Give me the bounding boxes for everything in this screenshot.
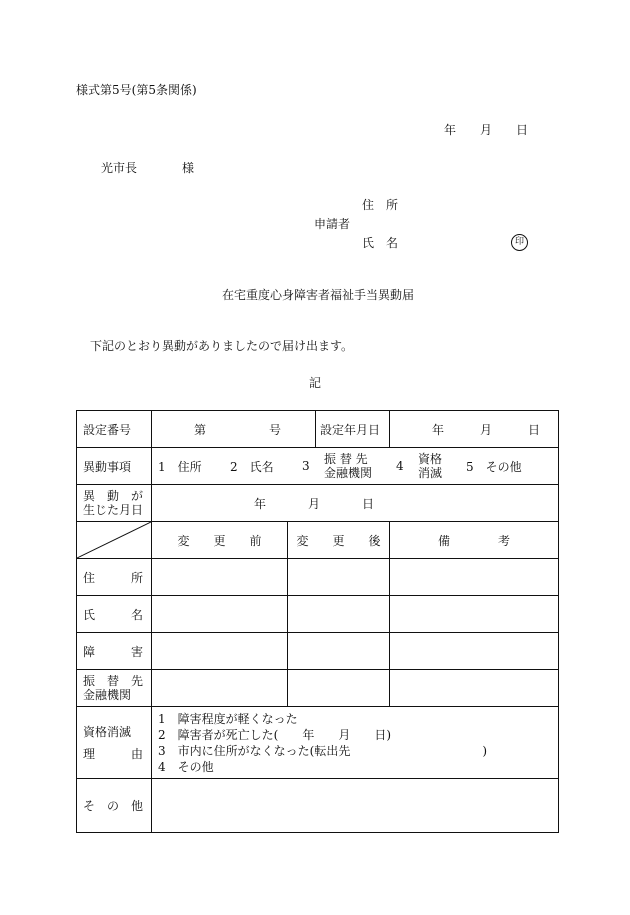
label-change-items: 異動事項 (77, 448, 152, 485)
option-bank-number: 3 (302, 459, 310, 473)
diagonal-header-cell (77, 522, 152, 559)
row-setting-number (77, 411, 559, 448)
ki-label: 記 (309, 376, 322, 390)
bank-after-input[interactable] (288, 670, 390, 707)
header-before-change: 変 更 前 (152, 522, 288, 559)
date-month: 月 (480, 123, 493, 137)
name-label: 氏 名 (362, 236, 399, 250)
date-year: 年 (444, 123, 457, 137)
form-number: 様式第5号(第5条関係) (76, 83, 197, 97)
row-change-date (77, 485, 559, 522)
label-other: そ の 他 (77, 779, 152, 833)
applicant-label: 申請者 (314, 217, 351, 231)
option-other[interactable]: 5 その他 (466, 459, 522, 474)
row-column-headers (77, 522, 559, 559)
name-remarks-input[interactable] (390, 596, 559, 633)
label-change-date: 異 動 が 生じた月日 (77, 485, 152, 522)
label-disability: 障 害 (77, 633, 152, 670)
disability-after-input[interactable] (288, 633, 390, 670)
date-day: 日 (516, 123, 529, 137)
row-name (77, 596, 559, 633)
change-notification-table (76, 410, 559, 833)
header-remarks: 備 考 (390, 522, 559, 559)
address-before-input[interactable] (152, 559, 288, 596)
row-bank (77, 670, 559, 707)
address-label: 住 所 (362, 198, 399, 212)
reason-2[interactable]: 2 障害者が死亡した( 年 月 日) (158, 727, 391, 742)
row-other (77, 779, 559, 833)
address-after-input[interactable] (288, 559, 390, 596)
label-name: 氏 名 (77, 596, 152, 633)
row-address (77, 559, 559, 596)
honorific: 様 (182, 161, 195, 175)
seal-mark: 印 (511, 234, 528, 251)
reason-3[interactable]: 3 市内に住所がなくなった(転出先 ) (158, 743, 488, 758)
addressee: 光市長 (101, 161, 138, 175)
header-after-change: 変 更 後 (288, 522, 390, 559)
label-address: 住 所 (77, 559, 152, 596)
option-name[interactable]: 2 氏名 (230, 459, 274, 474)
disability-before-input[interactable] (152, 633, 288, 670)
diagonal-line (77, 522, 151, 558)
change-date-field[interactable]: 年 月 日 (152, 485, 559, 522)
option-address[interactable]: 1 住所 (158, 459, 202, 474)
option-bank[interactable]: 振 替 先 金融機関 (324, 452, 373, 480)
row-loss-reason (77, 707, 559, 779)
reason-4[interactable]: 4 その他 (158, 759, 214, 774)
name-after-input[interactable] (288, 596, 390, 633)
label-setting-number: 設定番号 (83, 422, 132, 437)
dai-text: 第 (194, 422, 207, 437)
disability-remarks-input[interactable] (390, 633, 559, 670)
go-text: 号 (269, 422, 282, 437)
option-loss-number: 4 (396, 459, 404, 473)
label-loss-reason: 資格消滅 理 由 (77, 707, 152, 779)
other-input[interactable] (152, 779, 559, 833)
loss-reason-options[interactable] (152, 707, 559, 779)
label-setting-date: 設定年月日 (316, 411, 390, 448)
bank-before-input[interactable] (152, 670, 288, 707)
reason-1[interactable]: 1 障害程度が軽くなった (158, 711, 298, 726)
option-qualification-loss[interactable]: 資格 消滅 (418, 452, 443, 480)
document-title: 在宅重度心身障害者福祉手当異動届 (222, 288, 415, 302)
setting-number-field[interactable] (152, 411, 316, 448)
address-remarks-input[interactable] (390, 559, 559, 596)
intro-text: 下記のとおり異動がありましたので届け出ます。 (90, 339, 354, 353)
name-before-input[interactable] (152, 596, 288, 633)
row-disability (77, 633, 559, 670)
label-bank: 振 替 先 金融機関 (77, 670, 152, 707)
setting-date-field[interactable]: 年 月 日 (390, 411, 559, 448)
change-items-options[interactable] (152, 448, 559, 485)
bank-remarks-input[interactable] (390, 670, 559, 707)
row-change-items (77, 448, 559, 485)
